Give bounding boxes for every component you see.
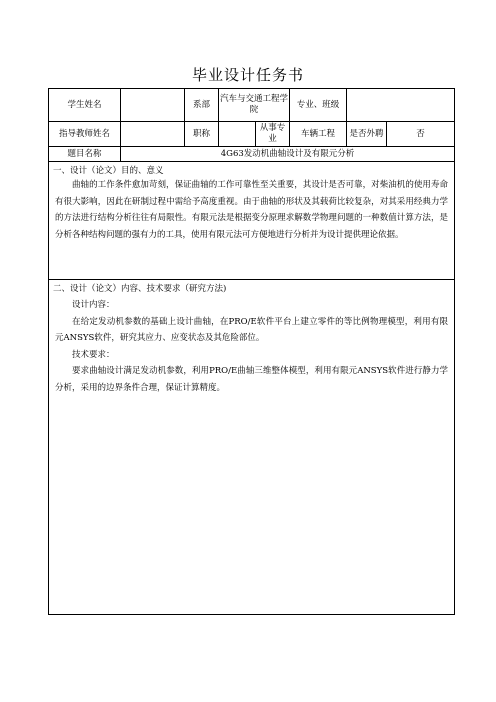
- tech-text: 要求曲轴设计满足发动机参数，利用PRO/E曲轴三维整体模型，利用有限元ANSYS软件进行静力学分析，采用的边界条件合理，保证计算精度。: [55, 366, 449, 393]
- department-label: 系部: [185, 89, 219, 122]
- topic-value: 4G63发动机曲轴设计及有限元分析: [121, 147, 455, 162]
- form-row-section2: [49, 280, 455, 615]
- section-purpose-heading: 一、设计（论文）目的、意义: [53, 166, 164, 176]
- major-class-value: [347, 89, 455, 122]
- section-purpose-paragraph: 曲轴的工作条件愈加苛刻，保证曲轴的工作可靠性至关重要，其设计是否可靠，对柴油机的使用寿命有很大影响，因此在研制过程中需给予高度重视。由于曲轴的形状及其载荷比较复杂，对其采用经典力学的方法进行结构分析往往有局限性。有限元法是根据变分原理求解数学物理问题的一种数值计算方法，是分析各种结构问题的强有力的工具，使用有限元法可方便地进行分析并为设计提供理论依据。: [55, 180, 449, 240]
- content-text: 在给定发动机参数的基础上设计曲轴，在PRO/E软件平台上建立零件的等比例物理模型，利用有限元ANSYS软件，研究其应力、应变状态及其危险部位。: [55, 316, 449, 343]
- external-value: 否: [387, 122, 455, 147]
- tech-label: 技术要求：: [72, 349, 115, 360]
- student-name-label: 学生姓名: [49, 89, 121, 122]
- section-purpose: [49, 162, 455, 280]
- department-value: 汽车与交通工程学院: [219, 89, 290, 122]
- section-content: [49, 280, 455, 615]
- form-row-topic: [49, 147, 455, 162]
- page-title: 毕业设计任务书: [191, 66, 304, 84]
- advisor-title-value: [219, 122, 256, 147]
- form-row-advisor: [49, 122, 455, 147]
- student-name-value: [121, 89, 185, 122]
- advisor-value: [121, 122, 185, 147]
- advisor-label: 指导教师姓名: [49, 122, 121, 147]
- advisor-title-label: 职称: [185, 122, 219, 147]
- specialty-value: 车辆工程: [290, 122, 347, 147]
- specialty-label: 从事专业: [256, 122, 290, 147]
- content-label: 设计内容：: [72, 300, 115, 310]
- topic-label: 题目名称: [49, 147, 121, 162]
- major-class-label: 专业、班级: [290, 89, 347, 122]
- external-label: 是否外聘: [347, 122, 387, 147]
- section-content-heading: 二、设计（论文）内容、技术要求（研究方法): [53, 284, 227, 294]
- form-row-section1: [49, 162, 455, 280]
- task-form-table: [48, 88, 455, 615]
- form-row-student: [49, 89, 455, 122]
